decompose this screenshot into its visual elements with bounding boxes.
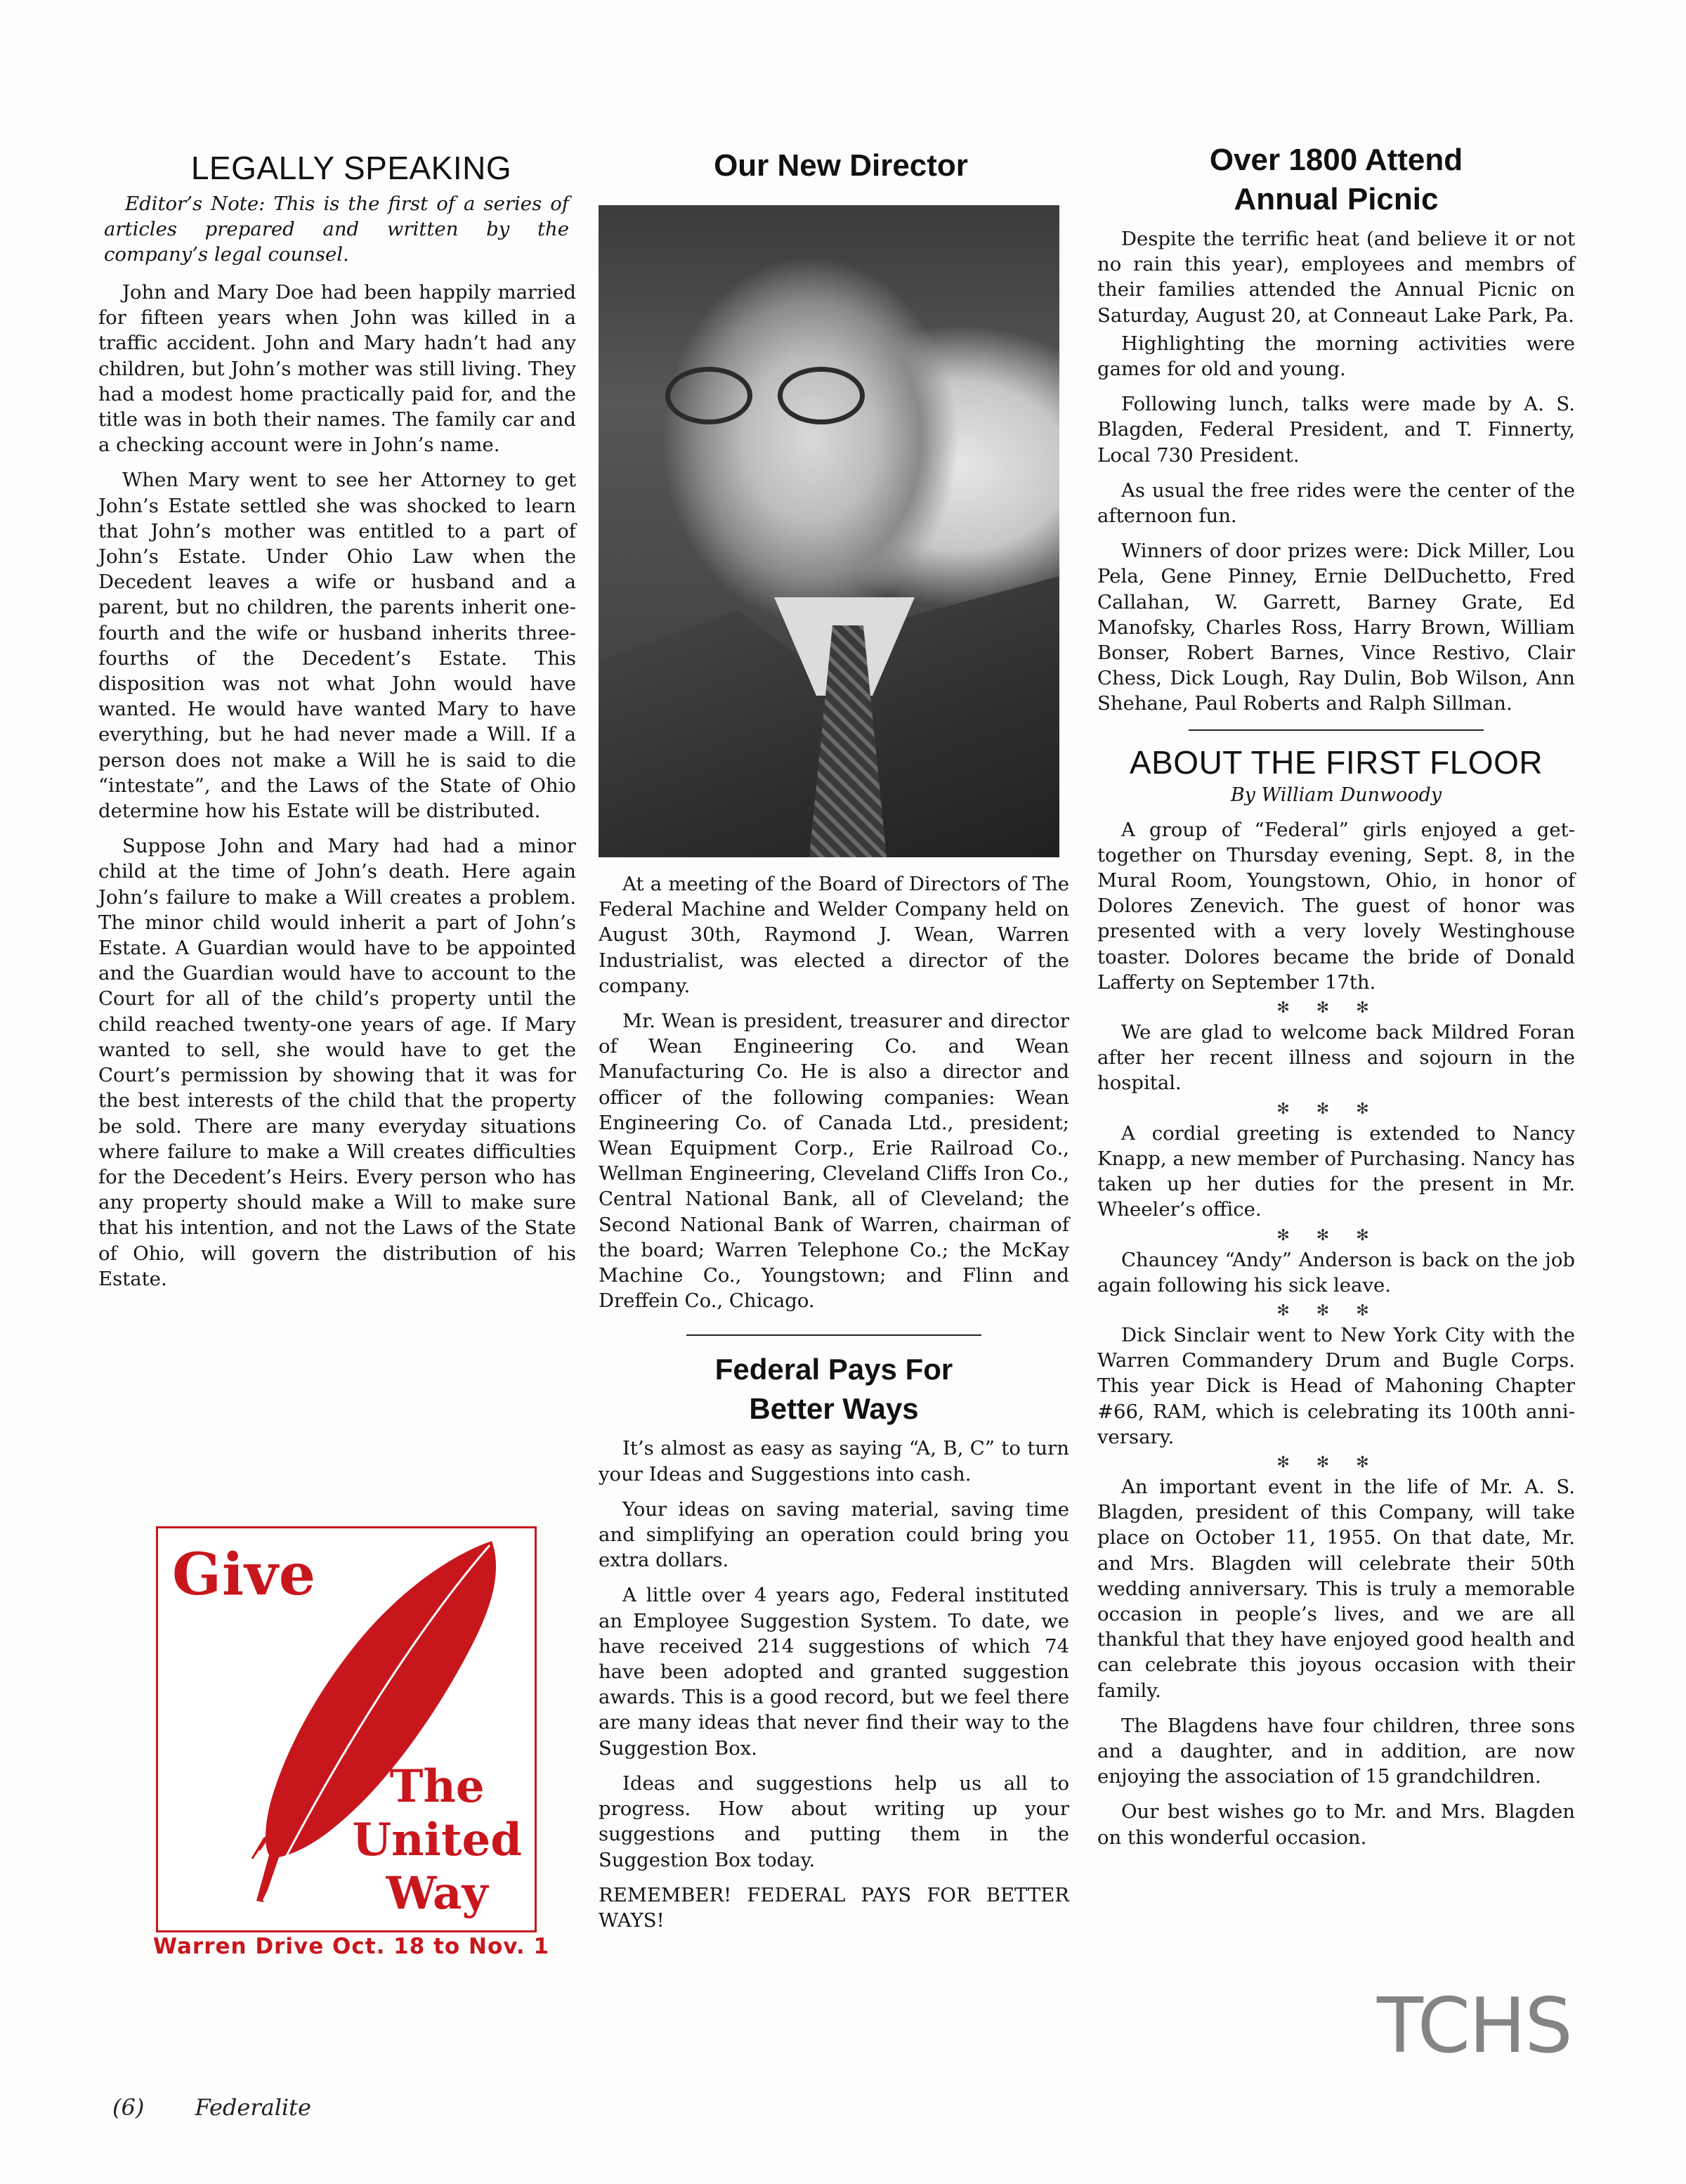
news-item: A group of “Federal” girls enjoyed a get-together on Thursday evening, Sept. 8, in the Mural Room, Youngstown, Ohio, in honor of Dolores Zenevich. The guest of honor was presented with a very lovely Westinghouse toaster. Dolores became the bride of Donald Lafferty on September 17th. <box>1097 818 1575 994</box>
tchs-watermark: TCHS <box>1377 1982 1571 2070</box>
ad-way-text: Way <box>386 1867 488 1920</box>
new-director-title: Our New Director <box>714 148 968 183</box>
ad-the-text: The <box>389 1760 485 1813</box>
star-separator: ✻✻✻ <box>1276 1100 1396 1118</box>
article-paragraph: Ideas and suggestions help us all to progress. How about writing up your suggestions and putting them in the Suggestion Box today. <box>599 1772 1069 1871</box>
star-separator: ✻✻✻ <box>1276 1453 1396 1471</box>
article-paragraph: Your ideas on saving material, saving time and simplifying an operation could bring you extra dollars. <box>599 1497 1069 1572</box>
first-floor-title: ABOUT THE FIRST FLOOR <box>1129 743 1543 781</box>
article-paragraph: Mr. Wean is president, treasurer and director of Wean Engineering Co. and Wean Manufacturing Co. He is also a director and officer of the following companies: Wean Engineering Co. of Canada Ltd., president; Wean Equipment Corp., Erie Railroad Co., Wellman Engineering, Cleveland Cliffs Iron Co., Central National Bank, all of Cleveland; the Second National Bank of Warren, chairman of the board; Warren Telephone Co.; the McKay Machine Co., Youngstown; and Flinn and Dreffein Co., Chicago. <box>599 1010 1069 1313</box>
star-separator: ✻✻✻ <box>1276 1226 1396 1244</box>
legally-speaking-title: LEGALLY SPEAKING <box>190 150 512 186</box>
article-paragraph: Suppose John and Mary had had a minor child at the time of John’s death. Here again John’s failure to make a Will creates a problem. The minor child would inherit a part of John’s Estate. A Guardian would have to be appointed and the Guardian would have to account to the Court for all of the child’s property until the child reached twenty-one years of age. If Mary wanted to sell, she would have to get the Court’s permission by showing that it was for the best interests of the child that the property be sold. There are many everyday situations where failure to make a Will creates difficulties for the Decedent’s Heirs. Every person who has any property should make a Will to make sure that his intention, and not the Laws of the State of Ohio, will govern the distribution of his Estate. <box>98 835 576 1290</box>
article-paragraph: It’s almost as easy as saying “A, B, C” to turn your Ideas and Suggestions into cash. <box>599 1437 1069 1486</box>
picnic-title-line1: Over 1800 Attend <box>1209 143 1463 177</box>
article-paragraph: When Mary went to see her Attorney to get John’s Estate settled she was shocked to learn that John’s mother was entitled to a part of John’s Estate. Under Ohio Law when the Decedent leaves a wife or husband and a parent, but no children, the parents inherit one-fourth and the wife or husband inherits three-fourths of the Decedent’s Estate. This disposition was not what John would have wanted. He would have wanted Mary to have everything, but he had never made a Will. If a person does not make a Will he is said to die “intestate”, and the Laws of the State of Ohio determine how his Estate will be distributed. <box>98 469 576 823</box>
news-item: An important event in the life of Mr. A. S. Blagden, president of this Company, will take place on October 11, 1955. On that date, Mr. and Mrs. Blagden will celebrate their 50th wedding anniversary. This is truly a memorable occasion in people’s lives, and we are all thankful that they have enjoyed good health and can celebrate this joyous occasion with their family. <box>1097 1475 1575 1702</box>
federal-pays-title <box>599 1350 1069 1429</box>
news-item: Chauncey “Andy” Anderson is back on the job again following his sick leave. <box>1097 1248 1575 1296</box>
star-separator: ✻✻✻ <box>1276 1301 1396 1320</box>
article-paragraph: Highlighting the morning activities were games for old and young. <box>1097 332 1575 381</box>
page-footer <box>112 2094 311 2121</box>
byline: By William Dunwoody <box>1230 784 1442 806</box>
publication-name: Federalite <box>195 2094 311 2121</box>
director-portrait-photo <box>599 205 1059 857</box>
picnic-title <box>1097 141 1575 219</box>
ad-caption: Warren Drive Oct. 18 to Nov. 1 <box>152 1934 550 1959</box>
news-item: Our best wishes go to Mr. and Mrs. Blagden on this wonderful occasion. <box>1097 1800 1575 1849</box>
glasses-detail <box>665 367 876 416</box>
ad-united-way-text <box>352 1760 522 1920</box>
federal-pays-title-line2: Better Ways <box>749 1392 919 1426</box>
star-separator: ✻✻✻ <box>1276 999 1396 1018</box>
director-body <box>599 871 1069 1943</box>
picnic-title-line2: Annual Picnic <box>1234 182 1439 216</box>
news-item: Dick Sinclair went to New York City with the Warren Commandery Drum and Bugle Corps. This year Dick is Head of Mahoning Chapter #66, RAM, which is celebrating its 100th anniversary. <box>1097 1323 1575 1448</box>
ad-united-text: United <box>352 1814 522 1866</box>
new-director-article <box>599 146 1069 186</box>
article-paragraph: At a meeting of the Board of Directors of The Federal Machine and Welder Company held on August 30th, Raymond J. Wean, Warren Industrialist, was elected a director of the company. <box>599 873 1069 997</box>
editor-note: Editor’s Note: This is the first of a series of articles prepared and written by the company’s legal counsel. <box>104 193 569 266</box>
page-number: (6) <box>112 2094 145 2121</box>
ad-give-text: Give <box>172 1541 316 1608</box>
closing-line: REMEMBER! FEDERAL PAYS FOR BETTER WAYS! <box>599 1883 1069 1932</box>
news-item: The Blagdens have four children, three sons and a daughter, and in addition, are now enjoying the association of 15 grandchildren. <box>1097 1714 1575 1788</box>
article-paragraph: Despite the terrific heat (and believe it or not no rain this year), employees and membrs of their families attended the Annual Picnic on Saturday, August 20, at Conneaut Lake Park, Pa. <box>1097 228 1575 327</box>
news-item: A cordial greeting is extended to Nancy Knapp, a new member of Purchasing. Nancy has taken up her duties for the present in Mr. Wheeler’s office. <box>1097 1122 1575 1221</box>
article-paragraph: John and Mary Doe had been happily married for fifteen years when John was killed in a traffic accident. John and Mary hadn’t had any children, but John’s mother was still living. They had a modest home practically paid for, and the title was in both their names. The family car and a checking account were in John’s name. <box>98 281 576 457</box>
article-paragraph: A little over 4 years ago, Federal instituted an Employee Suggestion System. To date, we have received 214 suggestions of which 74 have been adopted and granted suggestion awards. This is a good record, but we feel there are many ideas that never find their way to the Suggestion Box. <box>599 1584 1069 1760</box>
article-paragraph: As usual the free rides were the center of the afternoon fun. <box>1097 479 1575 528</box>
legally-speaking-article <box>98 149 576 1301</box>
federal-pays-title-line1: Federal Pays For <box>714 1353 953 1386</box>
article-paragraph: Winners of door prizes were: Dick Miller, Lou Pela, Gene Pinney, Ernie DelDuchetto, Fred Callahan, W. Garrett, Barney Grate, Ed Manofsky, Charles Ross, Harry Brown, William Bonser, Robert Barnes, Vince Restivo, Clair Chess, Dick Lough, Ray Dulin, Bob Wilson, Ann Shehane, Paul Roberts and Ralph Sillman. <box>1097 540 1575 715</box>
news-item: We are glad to welcome back Mildred Foran after her recent illness and sojourn in the hospital. <box>1097 1021 1575 1095</box>
article-paragraph: Following lunch, talks were made by A. S. Blagden, Federal President, and T. Finnerty, Local 730 President. <box>1097 393 1575 467</box>
picnic-article <box>1097 141 1575 1860</box>
united-way-ad <box>156 1526 537 1932</box>
